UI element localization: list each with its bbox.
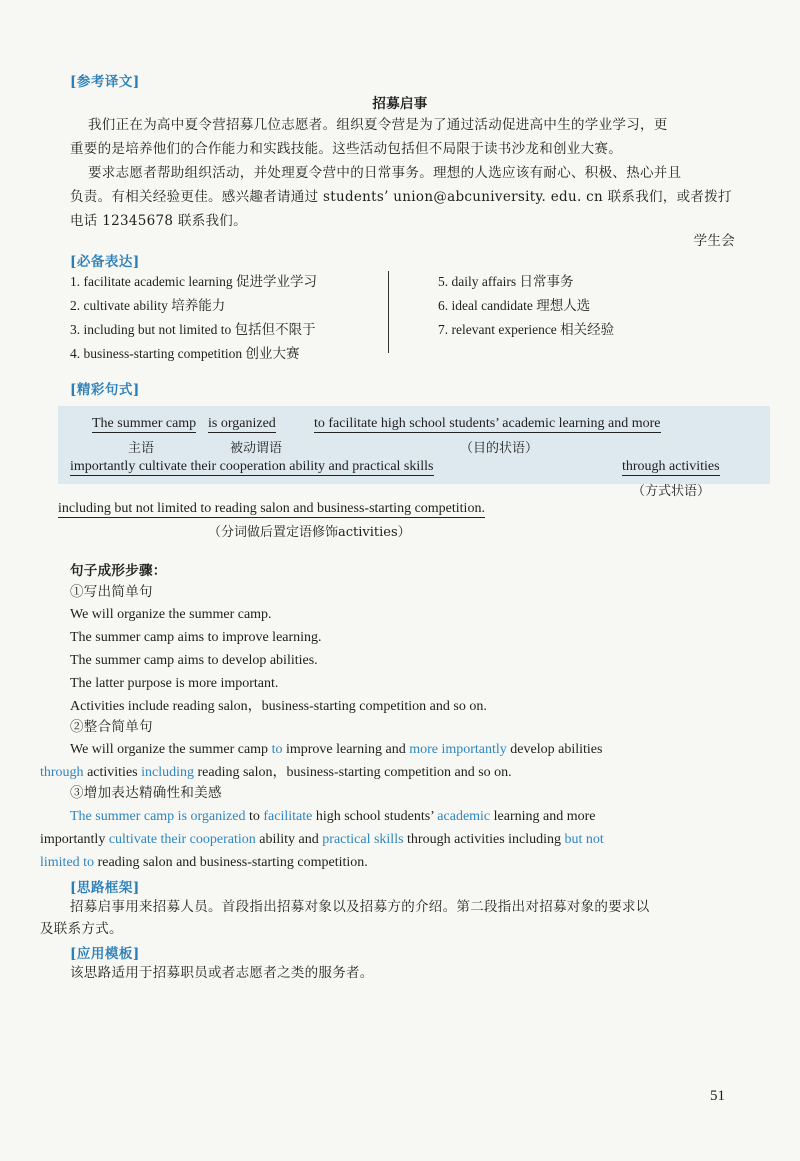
sentence-line3: including but not limited to reading salon and business-starting competition.: [58, 501, 485, 516]
expressions-divider: [388, 271, 389, 353]
expression-item: 3. including but not limited to 包括但不限于: [70, 322, 316, 337]
framework-line2: 及联系方式。: [40, 921, 123, 937]
step3-title: ③增加表达精确性和美感: [70, 785, 222, 801]
translation-p1-line1: 我们正在为高中夏令营招募几位志愿者。组织夏令营是为了通过活动促进高中生的学业学习，更: [88, 117, 668, 133]
step3-sentence-line2: importantly cultivate their cooperation ability and practical skills through activities including but not: [40, 832, 604, 847]
step2-sentence-line2: through activities including reading salon，business-starting competition and so on.: [40, 765, 512, 780]
step1-title: ①写出简单句: [70, 584, 153, 600]
framework-line1: 招募启事用来招募人员。首段指出招募对象以及招募方的介绍。第二段指出对招募对象的要求以: [70, 899, 650, 915]
annotation-purpose: （目的状语）: [460, 441, 539, 456]
page-number: 51: [710, 1088, 725, 1104]
annotation-participle: （分词做后置定语修饰activities）: [208, 525, 411, 540]
sentence-predicate: is organized: [208, 416, 276, 431]
expression-item: 5. daily affairs 日常事务: [438, 274, 574, 289]
expression-item: 6. ideal candidate 理想人选: [438, 298, 591, 313]
framework-label: [思路框架]: [70, 880, 140, 896]
step1-sentence: The summer camp aims to develop abilities.: [70, 653, 318, 668]
step2-sentence-line1: We will organize the summer camp to improve learning and more importantly develop abilities: [70, 742, 603, 757]
expressions-left-list: [70, 270, 317, 366]
step2-title: ②整合简单句: [70, 719, 153, 735]
translation-title: 招募启事: [372, 96, 428, 112]
step3-sentence-line3: limited to reading salon and business-starting competition.: [40, 855, 368, 870]
annotation-subject: 主语: [128, 441, 155, 456]
expressions-label: [必备表达]: [70, 254, 140, 270]
expression-item: 7. relevant experience 相关经验: [438, 322, 615, 337]
expressions-right-list: [438, 270, 614, 342]
step3-sentence-line1: The summer camp is organized to facilitate high school students’ academic learning and more: [70, 809, 596, 824]
step1-sentence: We will organize the summer camp.: [70, 607, 272, 622]
sentence-purpose: to facilitate high school students’ academic learning and more: [314, 416, 661, 431]
steps-heading: 句子成形步骤：: [70, 563, 167, 579]
expression-item: 1. facilitate academic learning 促进学业学习: [70, 274, 318, 289]
translation-p2-line2: 负责。有相关经验更佳。感兴趣者请通过 students’ union@abcuniversity. edu. cn 联系我们，或者拨打: [70, 189, 732, 205]
translation-p1-line2: 重要的是培养他们的合作能力和实践技能。这些活动包括但不局限于读书沙龙和创业大赛。: [70, 141, 622, 157]
translation-label: [参考译文]: [70, 74, 140, 90]
annotation-predicate: 被动谓语: [230, 441, 283, 456]
sentence-subject: The summer camp: [92, 416, 197, 431]
sentence-manner: through activities: [622, 459, 720, 474]
step1-sentence: The latter purpose is more important.: [70, 676, 279, 691]
translation-p2-line3: 电话 12345678 联系我们。: [70, 213, 247, 229]
template-label: [应用模板]: [70, 946, 140, 962]
annotation-manner: （方式状语）: [632, 484, 711, 499]
step1-sentence: Activities include reading salon，business-starting competition and so on.: [70, 699, 487, 714]
sentence-line2: importantly cultivate their cooperation ability and practical skills: [70, 459, 434, 474]
sentence-label: [精彩句式]: [70, 382, 140, 398]
step1-sentence: The summer camp aims to improve learning.: [70, 630, 322, 645]
translation-p2-line1: 要求志愿者帮助组织活动，并处理夏令营中的日常事务。理想的人选应该有耐心、积极、热心并且: [88, 165, 682, 181]
expression-item: 4. business-starting competition 创业大赛: [70, 346, 300, 361]
expression-item: 2. cultivate ability 培养能力: [70, 298, 226, 313]
template-line1: 该思路适用于招募职员或者志愿者之类的服务者。: [70, 965, 374, 981]
translation-signature: 学生会: [693, 233, 735, 249]
